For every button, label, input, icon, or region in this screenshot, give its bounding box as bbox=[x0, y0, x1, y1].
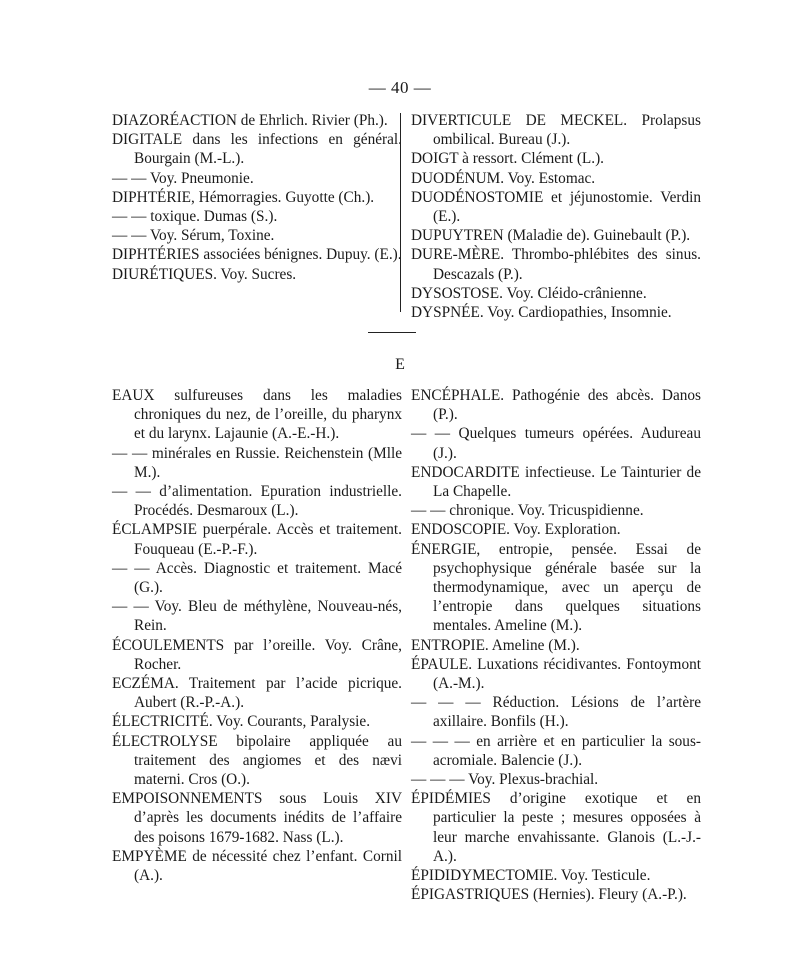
index-entry: — — Voy. Bleu de méthylène, Nouveau-nés, Rein. bbox=[112, 598, 402, 635]
index-entry: DUPUYTREN (Maladie de). Guinebault (P.). bbox=[411, 227, 691, 245]
index-entry: DUODÉNUM. Voy. Estomac. bbox=[411, 169, 596, 187]
index-entry: DIURÉTIQUES. Voy. Sucres. bbox=[112, 265, 297, 283]
index-entry: DYSPNÉE. Voy. Cardiopathies, Insomnie. bbox=[411, 304, 672, 322]
column-e-left bbox=[112, 386, 402, 885]
index-entry: ÉCOULEMENTS par l’oreille. Voy. Crâne, Rocher. bbox=[112, 636, 402, 673]
section-divider bbox=[368, 332, 416, 333]
column-d-right bbox=[411, 111, 701, 322]
index-entry: DIGITALE dans les infections en général. Bourgain (M.-L.). bbox=[112, 131, 402, 168]
index-entry: — — minérales en Russie. Reichenstein (Mlle M.). bbox=[112, 444, 402, 481]
index-entry: DIPHTÉRIE, Hémorragies. Guyotte (Ch.). bbox=[112, 188, 375, 206]
column-d-left bbox=[112, 111, 402, 284]
index-entry: ÉLECTRICITÉ. Voy. Courants, Paralysie. bbox=[112, 713, 371, 731]
index-entry: — — chronique. Voy. Tricuspidienne. bbox=[411, 502, 644, 520]
index-entry: DIAZORÉACTION de Ehrlich. Rivier (Ph.). bbox=[112, 112, 388, 129]
index-entry: EAUX sulfureuses dans les maladies chroniques du nez, de l’oreille, du pharynx et du larynx. Lajaunie (A.-E.-H.). bbox=[112, 387, 402, 443]
index-entry: DURE-MÈRE. Thrombo-phlébites des sinus. Descazals (P.). bbox=[411, 246, 701, 283]
index-entry: — — Voy. Sérum, Toxine. bbox=[112, 227, 275, 245]
index-entry: — — Accès. Diagnostic et traitement. Macé (G.). bbox=[112, 559, 402, 597]
index-entry: ENTROPIE. Ameline (M.). bbox=[411, 636, 580, 654]
index-entry: DYSOSTOSE. Voy. Cléido-crânienne. bbox=[411, 284, 647, 302]
index-entry: DOIGT à ressort. Clément (L.). bbox=[411, 150, 605, 168]
column-separator-line bbox=[400, 113, 401, 312]
index-entry: DIPHTÉRIES associées bénignes. Dupuy. (E.). bbox=[112, 246, 402, 264]
index-entry: ÉPIGASTRIQUES (Hernies). Fleury (A.-P.). bbox=[411, 886, 687, 904]
index-entry: — — d’alimentation. Epuration industrielle. Procédés. Desmaroux (L.). bbox=[112, 483, 402, 520]
index-entry: ÉCLAMPSIE puerpérale. Accès et traitement. Fouqueau (E.-P.-F.). bbox=[112, 521, 402, 558]
index-entry: — — Voy. Pneumonie. bbox=[112, 169, 254, 187]
index-entry: ENCÉPHALE. Pathogénie des abcès. Danos (P.). bbox=[411, 387, 701, 424]
index-entry: ÉPIDÉMIES d’origine exotique et en particulier la peste ; mesures opposées à leur marche envahissante. Glanois (L.-J.-A.). bbox=[411, 790, 701, 865]
page-number: — 40 — bbox=[368, 78, 432, 97]
index-entry: ÉPAULE. Luxations récidivantes. Fontoymont (A.-M.). bbox=[411, 655, 701, 693]
index-entry: ENDOSCOPIE. Voy. Exploration. bbox=[411, 521, 621, 539]
column-e-right bbox=[411, 386, 701, 904]
section-letter: E bbox=[395, 356, 405, 373]
index-entry: — — — Réduction. Lésions de l’artère axillaire. Bonfils (H.). bbox=[411, 694, 701, 731]
index-entry: DIVERTICULE DE MECKEL. Prolapsus ombilical. Bureau (J.). bbox=[411, 112, 701, 149]
index-entry: EMPOISONNEMENTS sous Louis XIV d’après les documents inédits de l’affaire des poisons 1679-1682. Nass (L.). bbox=[112, 790, 402, 846]
index-entry: ÉPIDIDYMECTOMIE. Voy. Testicule. bbox=[411, 867, 651, 885]
index-entry: DUODÉNOSTOMIE et jéjunostomie. Verdin (E.). bbox=[411, 188, 701, 226]
index-entry: ÉNERGIE, entropie, pensée. Essai de psychophysique générale basée sur la thermodynamique, avec un aperçu de l’entropie dans quelques situations mentales. Ameline (M.). bbox=[411, 540, 701, 635]
index-entry: ENDOCARDITE infectieuse. Le Tainturier de La Chapelle. bbox=[411, 463, 701, 501]
index-entry: ECZÉMA. Traitement par l’acide picrique. Aubert (R.-P.-A.). bbox=[112, 675, 402, 712]
index-entry: EMPYÈME de nécessité chez l’enfant. Cornil (A.). bbox=[112, 847, 402, 885]
index-entry: — — Quelques tumeurs opérées. Audureau (J.). bbox=[411, 425, 701, 462]
index-entry: ÉLECTROLYSE bipolaire appliquée au traitement des angiomes et des nævi materni. Cros (O.). bbox=[112, 732, 402, 789]
index-entry: — — — Voy. Plexus-brachial. bbox=[411, 771, 599, 789]
index-entry: — — — en arrière et en particulier la sous-acromiale. Balencie (J.). bbox=[411, 732, 701, 769]
index-entry: — — toxique. Dumas (S.). bbox=[112, 208, 278, 226]
